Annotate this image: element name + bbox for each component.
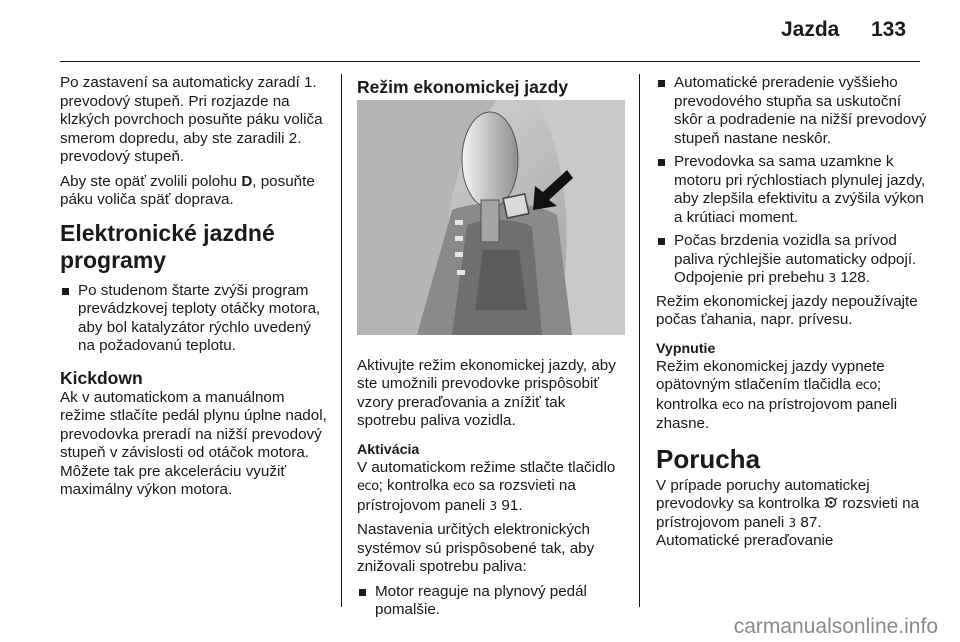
heading-activation: Aktivácia <box>357 441 420 458</box>
list-item: Automatické preradenie vyššieho prevodového stupňa sa uskutoční skôr a podradenie na nižší prevodový stupeň nastane neskôr. <box>656 74 928 148</box>
paragraph-deactivation: Režim ekonomickej jazdy vypnete opätovným stlačením tlačidla eco; kontrolka eco na prístrojovom paneli zhasne. <box>656 357 898 432</box>
page-reference-icon: 3 <box>489 498 498 513</box>
heading-eco-mode: Režim ekonomickej jazdy <box>357 77 569 97</box>
header-rule <box>60 61 920 62</box>
heading-fault: Porucha <box>656 443 761 474</box>
list-item: Motor reaguje na plynový pedál pomalšie. <box>357 583 625 620</box>
eco-symbol-icon: eco <box>721 397 744 413</box>
paragraph-activation: V automatickom režime stlačte tlačidlo eco; kontrolka eco sa rozsvieti na prístrojovom paneli 3 91. <box>357 458 616 514</box>
gear-selector-illustration <box>357 100 625 335</box>
list-item: Počas brzdenia vozidla sa prívod paliva rýchlejšie automaticky odpojí. Odpojenie pri prebehu 3 128. <box>656 232 928 288</box>
column-1 <box>60 74 328 506</box>
column-divider <box>341 74 342 607</box>
bullet-icon <box>658 159 665 166</box>
watermark: carmanualsonline.info <box>733 615 938 638</box>
eco-symbol-icon: eco <box>452 479 475 494</box>
gear-d-label: D <box>241 172 253 190</box>
bullet-icon <box>658 80 665 87</box>
list-item: Prevodovka sa sama uzamkne k motoru pri rýchlostiach plynulej jazdy, aby zlepšila efektivitu a zvýšila výkon a krútiaci moment. <box>656 153 928 227</box>
eco-symbol-icon: eco <box>357 479 379 494</box>
paragraph-auto-shift: Automatické preraďovanie <box>656 532 834 549</box>
heading-kickdown: Kickdown <box>60 367 143 388</box>
bullet-icon <box>62 288 69 295</box>
page-reference: 87 <box>800 513 818 531</box>
page-reference: 91 <box>501 496 519 514</box>
page-number: 133 <box>871 18 907 41</box>
paragraph-fault: V prípade poruchy automatickej prevodovky sa kontrolka rozsvieti na prístrojovom paneli 3 87. <box>656 476 920 531</box>
bullet-icon <box>658 238 665 245</box>
heading-electronic-programs: Elektronické jazdné programy <box>60 219 275 273</box>
bullet-icon <box>359 589 366 596</box>
paragraph-select-d: Aby ste opäť zvolili polohu D, posuňte páku voliča späť doprava. <box>60 172 315 208</box>
paragraph-kickdown: Ak v automatickom a manuálnom režime stlačíte pedál plynu úplne nadol, prevodovka preradí na nižší prevodový stupeň v závislosti od otáčok motora. Môžete tak pre akceleráciu využiť maximálny výkon motora. <box>60 388 327 498</box>
paragraph-settings: Nastavenia určitých elektronických systémov sú prispôsobené tak, aby znižovali spotrebu paliva: <box>357 521 595 575</box>
eco-symbol-icon: eco <box>855 378 877 393</box>
paragraph-trailer: Režim ekonomickej jazdy nepoužívajte počas ťahania, napr. prívesu. <box>656 292 918 328</box>
column-divider <box>639 74 640 607</box>
list-item: Po studenom štarte zvýši program prevádzkovej teploty otáčky motora, aby bol katalyzátor rýchlo uvedený na požadovanú teplotu. <box>60 282 328 356</box>
paragraph-first-gear: Po zastavení sa automaticky zaradí 1. prevodový stupeň. Pri rozjazde na klzkých povrchoch posuňte páku voliča smerom dopredu, aby ste zaradili 2. prevodový stupeň. <box>60 74 323 165</box>
column-2 <box>357 74 625 625</box>
page-reference-icon: 3 <box>828 271 837 285</box>
chapter-title: Jazda <box>781 18 840 41</box>
paragraph-eco-intro: Aktivujte režim ekonomickej jazdy, aby ste umožnili prevodovke prispôsobiť vzory preraďovania a znížiť tak spotrebu paliva vozidla. <box>357 356 616 429</box>
column-3 <box>656 74 928 557</box>
heading-deactivation: Vypnutie <box>656 340 716 357</box>
page-reference-icon: 3 <box>788 515 797 530</box>
page-reference: 128 <box>840 269 866 286</box>
transmission-warning-icon <box>824 496 838 509</box>
